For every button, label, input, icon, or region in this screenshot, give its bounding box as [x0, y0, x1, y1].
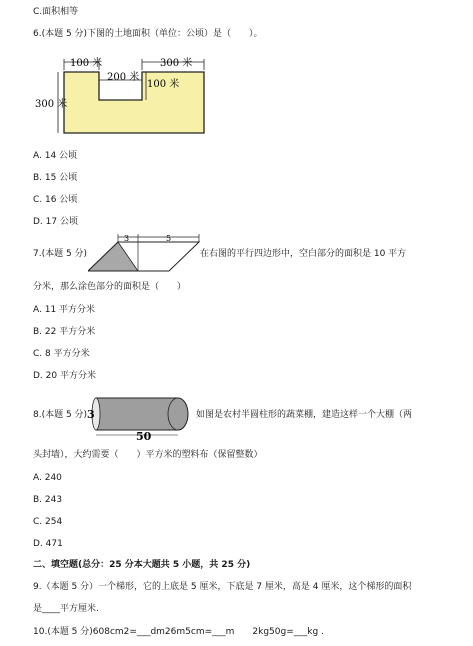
- q8-option-d: D. 471: [33, 539, 63, 549]
- q6-option-b: B. 15 公顷: [33, 173, 78, 183]
- q7-option-c: C. 8 平方分米: [33, 349, 90, 359]
- q8-label-length: 50: [136, 430, 152, 443]
- q6-label-top-right: 300 米: [160, 58, 193, 69]
- q8-stem-right: 如图是农村半圆柱形的蔬菜棚，建造这样一个大棚（两: [196, 410, 413, 420]
- q7-label-shaded: 3: [124, 234, 130, 243]
- q6-label-top-mid: 200 米: [107, 72, 140, 83]
- q7-stem-right: 在右图的平行四边形中，空白部分的面积是 10 平方: [200, 249, 407, 259]
- q5-option-c: C.面积相等: [33, 7, 79, 17]
- q7-option-a: A. 11 平方分米: [33, 305, 96, 315]
- q7-option-b: B. 22 平方分米: [33, 327, 96, 337]
- q8-prefix: 8.(本题 5 分): [33, 410, 88, 420]
- q8-option-c: C. 254: [33, 517, 63, 527]
- q7-parallelogram-figure: [88, 234, 200, 274]
- q6-label-height: 300 米: [35, 99, 68, 110]
- q9-stem: 9.（本题 5 分）一个梯形，它的上底是 5 厘米，下底是 7 厘米，高是 4 厘米，这个梯形的面积: [33, 582, 412, 592]
- q6-label-top-left: 100 米: [70, 58, 103, 69]
- q6-option-d: D. 17 公顷: [33, 217, 78, 227]
- q8-greenhouse-figure: [86, 393, 196, 443]
- q6-option-a: A. 14 公顷: [33, 151, 78, 161]
- q8-half-cylinder: [96, 398, 188, 430]
- q10-stem: 10.(本题 5 分)608cm2=___dm26m5cm=___m 2kg50g=___kg .: [33, 627, 324, 637]
- section-2-heading: 二、填空题(总分：25 分本大题共 5 小题，共 25 分): [33, 560, 251, 570]
- q8-label-radius: 3: [87, 408, 95, 421]
- q6-stem: 6.(本题 5 分)下图的土地面积（单位：公顷）是（ ）。: [33, 29, 263, 39]
- q7-stem-cont: 分米，那么涂色部分的面积是（ ）: [33, 282, 187, 292]
- q7-label-blank: 5: [166, 234, 172, 243]
- q8-option-a: A. 240: [33, 473, 62, 483]
- q6-option-c: C. 16 公顷: [33, 195, 78, 205]
- q9-cont: 是____平方厘米.: [33, 604, 99, 614]
- q7-option-d: D. 20 平方分米: [33, 371, 96, 381]
- q8-option-b: B. 243: [33, 495, 63, 505]
- q7-prefix: 7.(本题 5 分): [33, 249, 88, 259]
- q8-stem-cont: 头封墙），大约需要（ ）平方米的塑料布（保留整数）: [33, 450, 263, 460]
- q6-land-figure: [33, 53, 218, 138]
- q6-label-notch: 100 米: [147, 79, 180, 90]
